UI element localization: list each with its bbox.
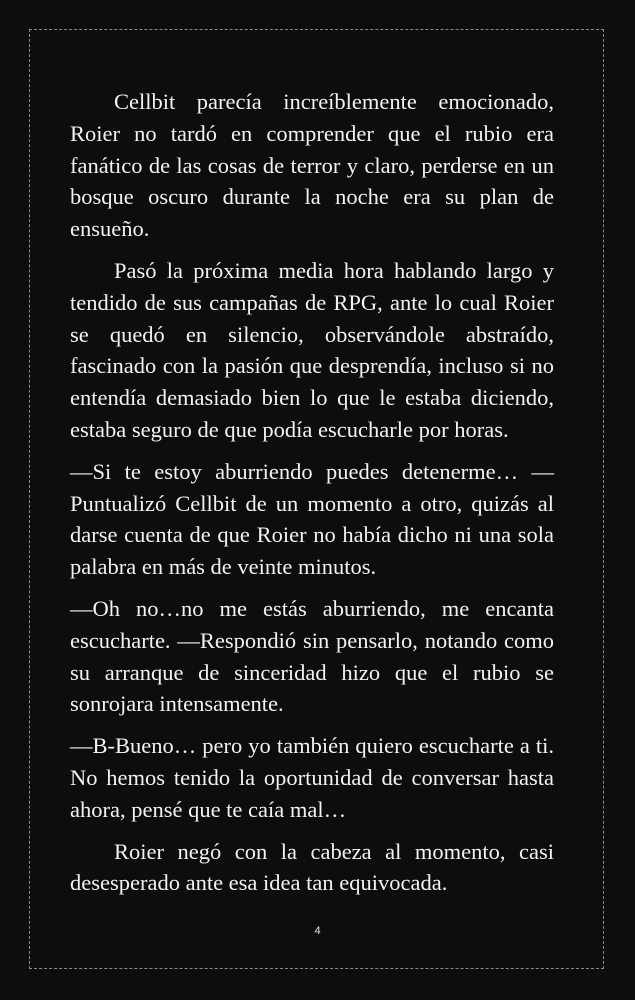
page-number: 4: [314, 925, 321, 937]
dialogue-paragraph: —Si te estoy aburriendo puedes detenerme… —Puntualizó Cellbit de un momento a otro, quizás al darse cuenta de que Roier no había dicho ni una sola palabra en más de veinte minutos.: [70, 458, 554, 580]
paragraph: Pasó la próxima media hora hablando largo y tendido de sus campañas de RPG, ante lo cual Roier se quedó en silencio, observándole abstraído, fascinado con la pasión que desprendía, incluso si no entendía demasiado bien lo que le estaba diciendo, estaba seguro de que podía escucharle por horas.: [70, 257, 554, 442]
paragraph: Roier negó con la cabeza al momento, casi desesperado ante esa idea tan equivocada.: [70, 838, 554, 896]
body-text: [70, 86, 554, 909]
paragraph: Cellbit parecía increíblemente emocionado, Roier no tardó en comprender que el rubio era fanático de las cosas de terror y claro, perderse en un bosque oscuro durante la noche era su plan de ensueño.: [70, 89, 554, 242]
dialogue-paragraph: —B-Bueno… pero yo también quiero escucharte a ti. No hemos tenido la oportunidad de conversar hasta ahora, pensé que te caía mal…: [70, 733, 554, 822]
dialogue-paragraph: —Oh no…no me estás aburriendo, me encanta escucharte. —Respondió sin pensarlo, notando como su arranque de sinceridad hizo que el rubio se sonrojara intensamente.: [70, 595, 554, 717]
